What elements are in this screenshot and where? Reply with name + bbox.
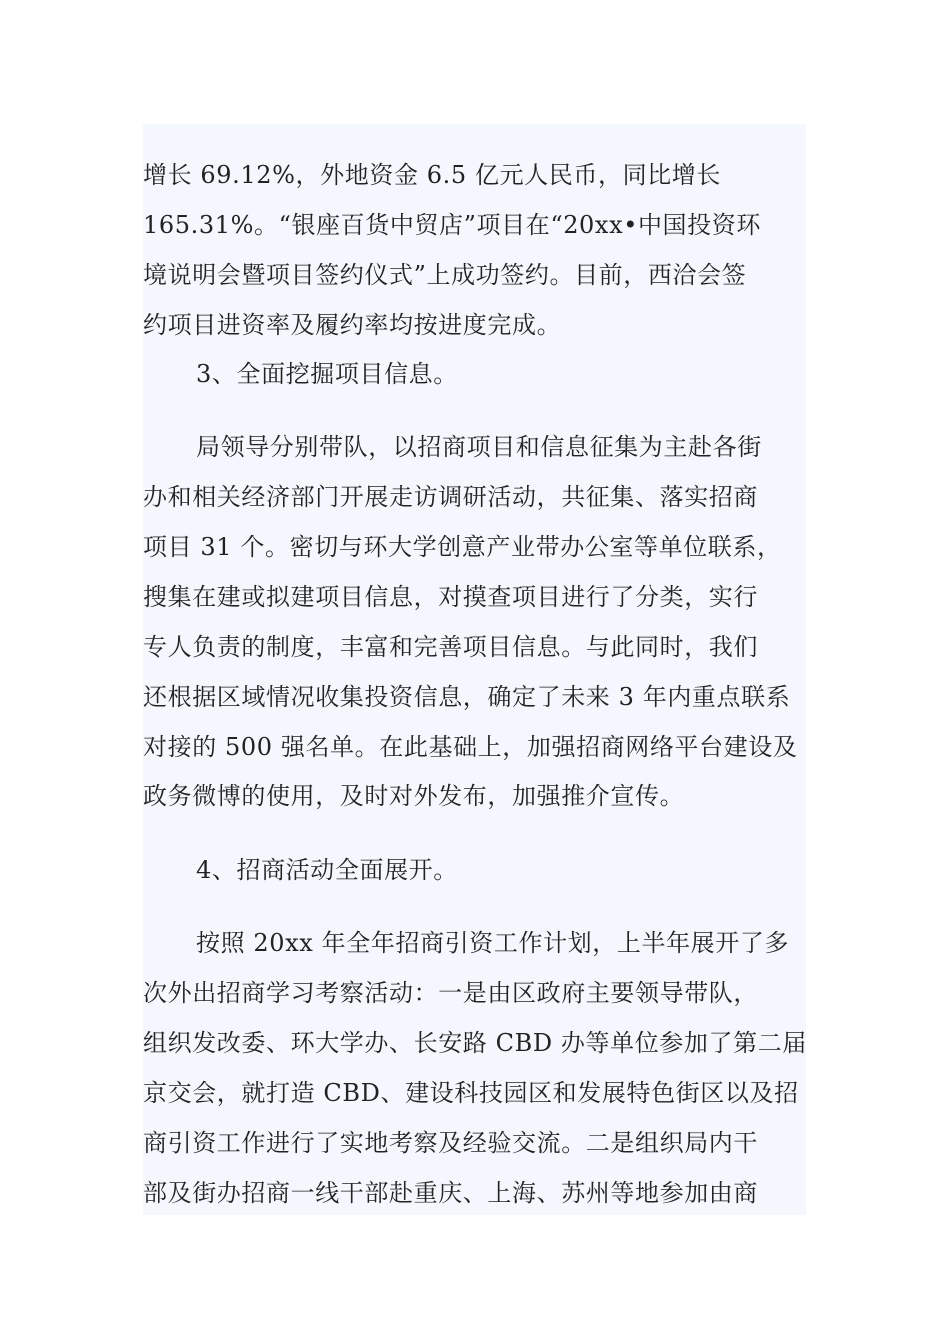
paragraph-line: 增长 69.12%，外地资金 6.5 亿元人民币，同比增长: [143, 161, 721, 189]
paragraph-line: 商引资工作进行了实地考察及经验交流。二是组织局内干: [143, 1129, 758, 1157]
paragraph-line: 部及街办招商一线干部赴重庆、上海、苏州等地参加由商: [143, 1179, 758, 1207]
paragraph-line: 政务微博的使用，及时对外发布，加强推介宣传。: [143, 782, 685, 810]
paragraph-line: 局领导分别带队，以招商项目和信息征集为主赴各街: [196, 433, 762, 461]
paragraph-line: 对接的 500 强名单。在此基础上，加强招商网络平台建设及: [143, 733, 798, 761]
paragraph-line: 次外出招商学习考察活动：一是由区政府主要领导带队，: [143, 979, 758, 1007]
paragraph-line: 按照 20xx 年全年招商引资工作计划，上半年展开了多: [196, 929, 790, 957]
section-heading: 3、全面挖掘项目信息。: [196, 360, 458, 388]
paragraph-line: 境说明会暨项目签约仪式”上成功签约。目前，西洽会签: [143, 261, 747, 289]
paragraph-line: 京交会，就打造 CBD、建设科技园区和发展特色街区以及招: [143, 1079, 799, 1107]
section-heading: 4、招商活动全面展开。: [196, 856, 458, 884]
paragraph-line: 约项目进资率及履约率均按进度完成。: [143, 311, 562, 339]
paragraph-line: 还根据区域情况收集投资信息，确定了未来 3 年内重点联系: [143, 683, 791, 711]
paragraph-line: 165.31%。“银座百货中贸店”项目在“20xx•中国投资环: [143, 211, 761, 239]
paragraph-line: 项目 31 个。密切与环大学创意产业带办公室等单位联系，: [143, 533, 782, 561]
paragraph-line: 搜集在建或拟建项目信息，对摸查项目进行了分类，实行: [143, 583, 758, 611]
paragraph-line: 组织发改委、环大学办、长安路 CBD 办等单位参加了第二届: [143, 1029, 807, 1057]
paragraph-line: 办和相关经济部门开展走访调研活动，共征集、落实招商: [143, 483, 758, 511]
document-text-block: [143, 124, 806, 1215]
paragraph-line: 专人负责的制度，丰富和完善项目信息。与此同时，我们: [143, 633, 758, 661]
